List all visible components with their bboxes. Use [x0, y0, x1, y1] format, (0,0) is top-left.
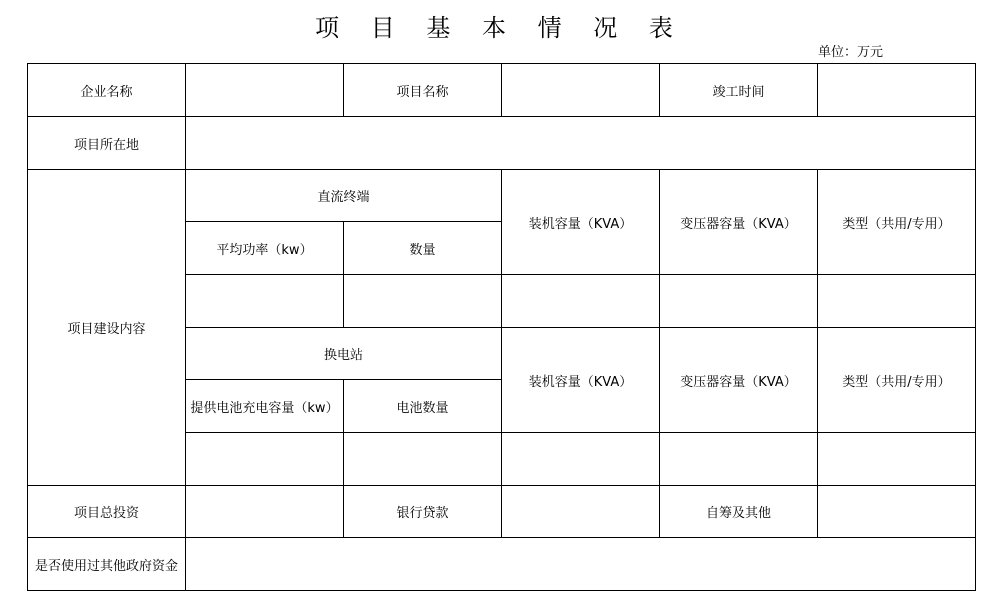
charge-capacity-field[interactable] — [186, 433, 344, 486]
swap-transformer-capacity-field[interactable] — [660, 433, 818, 486]
project-location-field[interactable] — [186, 117, 976, 170]
project-name-label: 项目名称 — [344, 64, 502, 117]
dc-transformer-capacity-header: 变压器容量（KVA） — [660, 170, 818, 275]
swap-type-header: 类型（共用/专用） — [818, 328, 976, 433]
dc-installed-capacity-field[interactable] — [502, 275, 660, 328]
dc-installed-capacity-header: 装机容量（KVA） — [502, 170, 660, 275]
swap-type-field[interactable] — [818, 433, 976, 486]
completion-time-field[interactable] — [818, 64, 976, 117]
self-raised-label: 自筹及其他 — [660, 486, 818, 538]
company-name-label: 企业名称 — [28, 64, 186, 117]
construction-content-label: 项目建设内容 — [28, 170, 186, 486]
total-investment-label: 项目总投资 — [28, 486, 186, 538]
project-location-label: 项目所在地 — [28, 117, 186, 170]
avg-power-header: 平均功率（kw） — [186, 222, 344, 275]
total-investment-field[interactable] — [186, 486, 344, 538]
battery-count-header: 电池数量 — [344, 380, 502, 433]
company-name-field[interactable] — [186, 64, 344, 117]
other-gov-funds-label: 是否使用过其他政府资金 — [28, 538, 186, 591]
avg-power-field[interactable] — [186, 275, 344, 328]
dc-type-header: 类型（共用/专用） — [818, 170, 976, 275]
other-gov-funds-field[interactable] — [186, 538, 976, 591]
self-raised-field[interactable] — [818, 486, 976, 538]
dc-transformer-capacity-field[interactable] — [660, 275, 818, 328]
swap-installed-capacity-header: 装机容量（KVA） — [502, 328, 660, 433]
bank-loan-field[interactable] — [502, 486, 660, 538]
swap-transformer-capacity-header: 变压器容量（KVA） — [660, 328, 818, 433]
completion-time-label: 竣工时间 — [660, 64, 818, 117]
quantity-field[interactable] — [344, 275, 502, 328]
project-info-table — [27, 63, 976, 591]
form-title: 项 目 基 本 情 况 表 — [315, 14, 685, 42]
unit-label: 单位：万元 — [818, 45, 884, 60]
dc-type-field[interactable] — [818, 275, 976, 328]
battery-count-field[interactable] — [344, 433, 502, 486]
project-name-field[interactable] — [502, 64, 660, 117]
charge-capacity-header: 提供电池充电容量（kw） — [186, 380, 344, 433]
swap-station-header: 换电站 — [186, 328, 502, 380]
bank-loan-label: 银行贷款 — [344, 486, 502, 538]
quantity-header: 数量 — [344, 222, 502, 275]
swap-installed-capacity-field[interactable] — [502, 433, 660, 486]
dc-terminal-header: 直流终端 — [186, 170, 502, 222]
